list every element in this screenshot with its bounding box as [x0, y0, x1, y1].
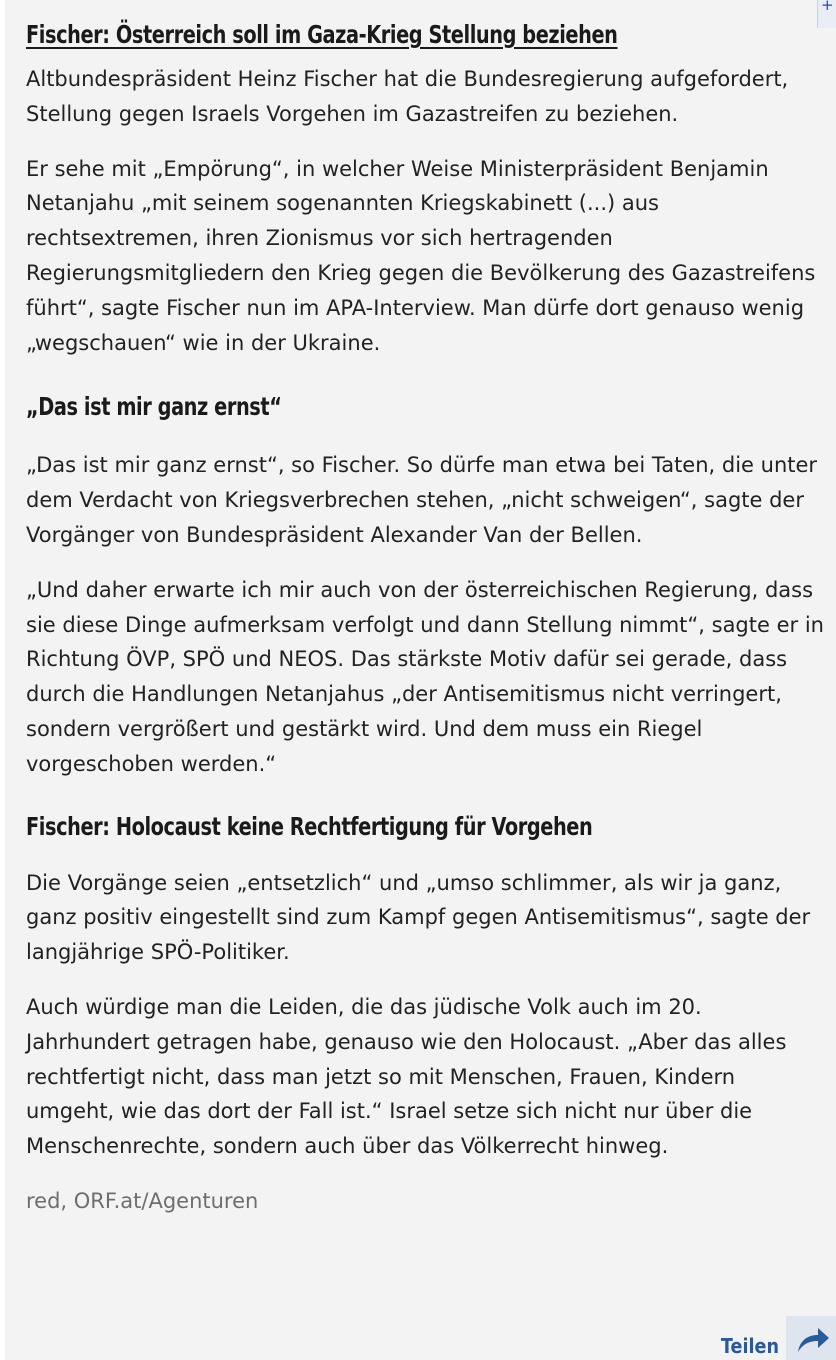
share-label[interactable]: Teilen	[720, 1334, 779, 1358]
article-paragraph: Altbundespräsident Heinz Fischer hat die Bundesregierung aufgefordert, Stellung gegen Israels Vorgehen im Gazastreifen zu beziehen.	[26, 67, 789, 126]
article-page	[5, 0, 836, 1360]
article-content	[26, 14, 826, 1216]
share-control[interactable]	[712, 1316, 836, 1360]
section-heading: Fischer: Holocaust keine Rechtfertigung für Vorgehen	[26, 811, 593, 841]
article-paragraph: Die Vorgänge seien „entsetzlich“ und „umso schlimmer, als wir ja ganz, ganz positiv eingestellt sind zum Kampf gegen Antisemitismus“, sagte der langjährige SPÖ-Politiker.	[26, 870, 811, 965]
section-heading: „Das ist mir ganz ernst“	[26, 392, 282, 422]
article-paragraph: Er sehe mit „Empörung“, in welcher Weise Ministerpräsident Benjamin Netanjahu „mit seinem sogenannten Kriegskabinett (...) aus rechtsextremen, ihren Zionismus vor sich hertragenden Regierungsmitgliedern den Krieg gegen die Bevölkerung des Gazastreifens führt“, sagte Fischer nun im APA-Interview. Man dürfe dort genauso wenig „wegschauen“ wie in der Ukraine.	[26, 156, 816, 355]
article-source: red, ORF.at/Agenturen	[26, 1188, 259, 1213]
share-arrow-icon	[796, 1324, 830, 1354]
share-button[interactable]	[786, 1316, 836, 1360]
article-paragraph: „Und daher erwarte ich mir auch von der österreichischen Regierung, dass sie diese Dinge aufmerksam verfolgt und dann Stellung nimmt“, sagte er in Richtung ÖVP, SPÖ und NEOS. Das stärkste Motiv dafür sei gerade, dass durch die Handlungen Netanjahus „der Antisemitismus nicht verringert, sondern vergrößert und gestärkt wird. Und dem muss ein Riegel vorgeschoben werden.“	[26, 577, 824, 776]
article-paragraph: Auch würdige man die Leiden, die das jüdische Volk auch im 20. Jahrhundert getragen habe, genauso wie den Holocaust. „Aber das alles rechtfertigt nicht, dass man jetzt so mit Menschen, Frauen, Kindern umgeht, wie das dort der Fall ist.“ Israel setze sich nicht nur über die Menschenrechte, sondern auch über das Völkerrecht hinweg.	[26, 994, 787, 1159]
plus-icon: +	[821, 0, 834, 14]
article-title[interactable]: Fischer: Österreich soll im Gaza-Krieg Stellung beziehen	[26, 20, 618, 49]
article-paragraph: „Das ist mir ganz ernst“, so Fischer. So dürfe man etwa bei Taten, die unter dem Verdacht von Kriegsverbrechen stehen, „nicht schweigen“, sagte der Vorgänger von Bundespräsident Alexander Van der Bellen.	[26, 453, 818, 547]
